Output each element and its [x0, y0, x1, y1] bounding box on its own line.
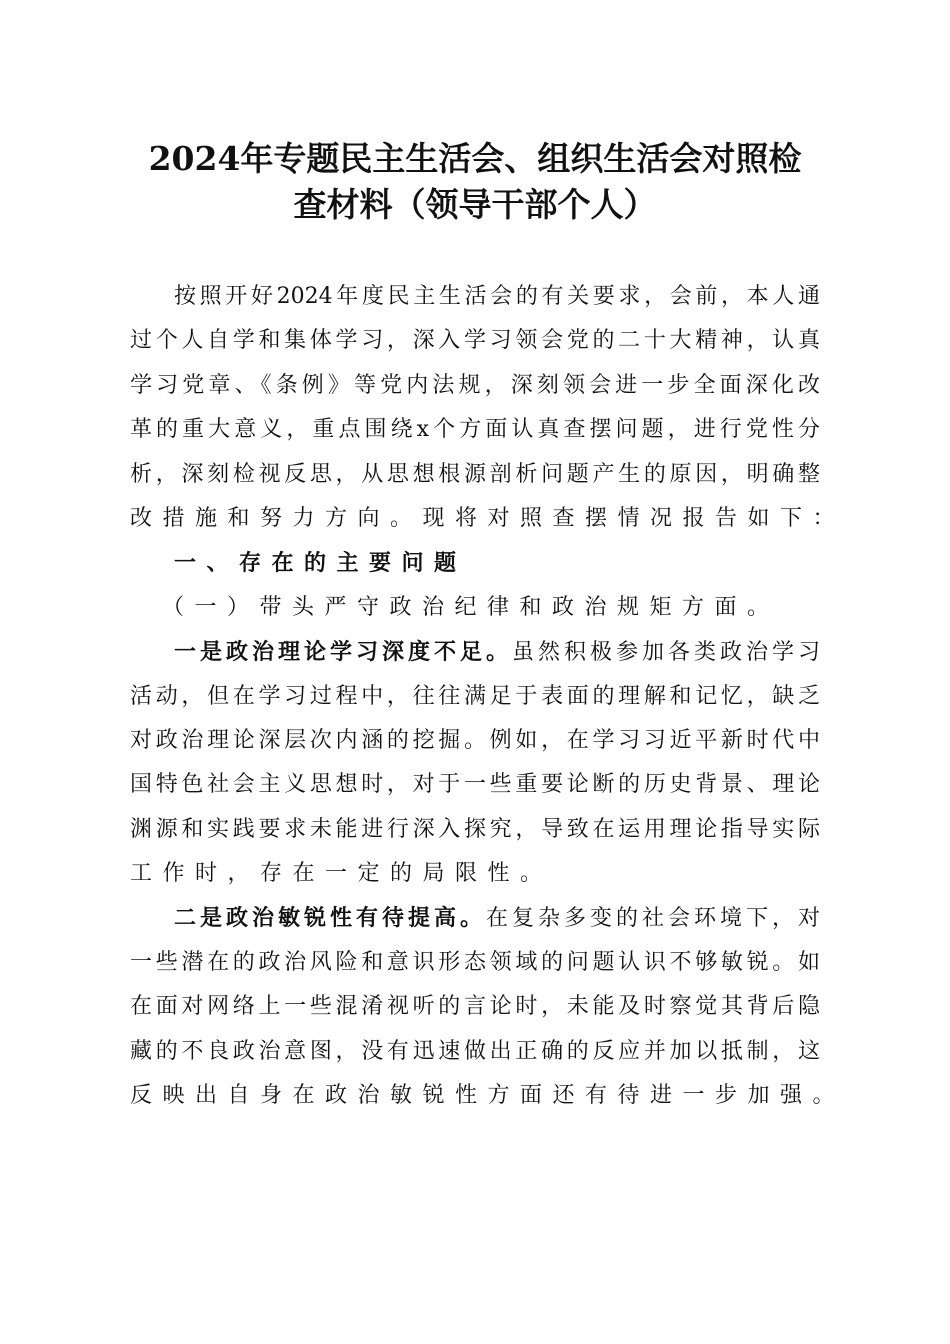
- document-body: [130, 275, 846, 1118]
- text-line: 活动，但在学习过程中，往往满足于表面的理解和记忆，缺乏: [130, 683, 820, 709]
- text-line: 过个人自学和集体学习，深入学习领会党的二十大精神，认真: [130, 328, 820, 354]
- text-line: 改措施和努力方向。现将对照查摆情况报告如下：: [130, 505, 846, 531]
- text-line: 革的重大意义，重点围绕x个方面认真查摆问题，进行党性分: [130, 417, 820, 443]
- point-1-paragraph: [130, 630, 820, 896]
- subsection-heading: （一）带头严守政治纪律和政治规矩方面。: [162, 594, 780, 620]
- point-2-paragraph: [130, 896, 846, 1118]
- point-lead: 一是政治理论学习深度不足。: [174, 639, 512, 666]
- text-line: [130, 630, 820, 674]
- text-line: 对政治理论深层次内涵的挖掘。例如，在学习习近平新时代中: [130, 727, 820, 753]
- section-heading: 一、存在的主要问题: [174, 550, 467, 577]
- text-span: 在复杂多变的社会环境下，对: [486, 906, 820, 932]
- text-line: [130, 896, 820, 940]
- text-line: 析，深刻检视反思，从思想根源剖析问题产生的原因，明确整: [130, 461, 820, 487]
- title-line-1: 2024年专题民主生活会、组织生活会对照检: [148, 139, 802, 178]
- text-line: 在面对网络上一些混淆视听的言论时，未能及时察觉其背后隐: [130, 994, 820, 1020]
- text-span: 虽然积极参加各类政治学习: [511, 640, 820, 666]
- intro-paragraph: [130, 275, 846, 541]
- text-line: 藏的不良政治意图，没有迅速做出正确的反应并加以抵制，这: [130, 1038, 820, 1064]
- point-lead: 二是政治敏锐性有待提高。: [174, 905, 486, 932]
- text-line: 反映出自身在政治敏锐性方面还有待进一步加强。: [130, 1083, 846, 1109]
- title-line-2: 查材料（领导干部个人）: [293, 185, 657, 224]
- text-line: 工作时，存在一定的局限性。: [130, 861, 553, 887]
- text-line: 一些潜在的政治风险和意识形态领域的问题认识不够敏锐。如: [130, 949, 820, 975]
- text-line: 按照开好2024年度民主生活会的有关要求，会前，本人通: [174, 284, 820, 309]
- text-line: 学习党章、《条例》等党内法规，深刻领会进一步全面深化改: [130, 372, 820, 398]
- text-line: 渊源和实践要求未能进行深入探究，导致在运用理论指导实际: [130, 816, 820, 842]
- document-title: [120, 136, 830, 228]
- text-line: 国特色社会主义思想时，对于一些重要论断的历史背景、理论: [130, 772, 820, 798]
